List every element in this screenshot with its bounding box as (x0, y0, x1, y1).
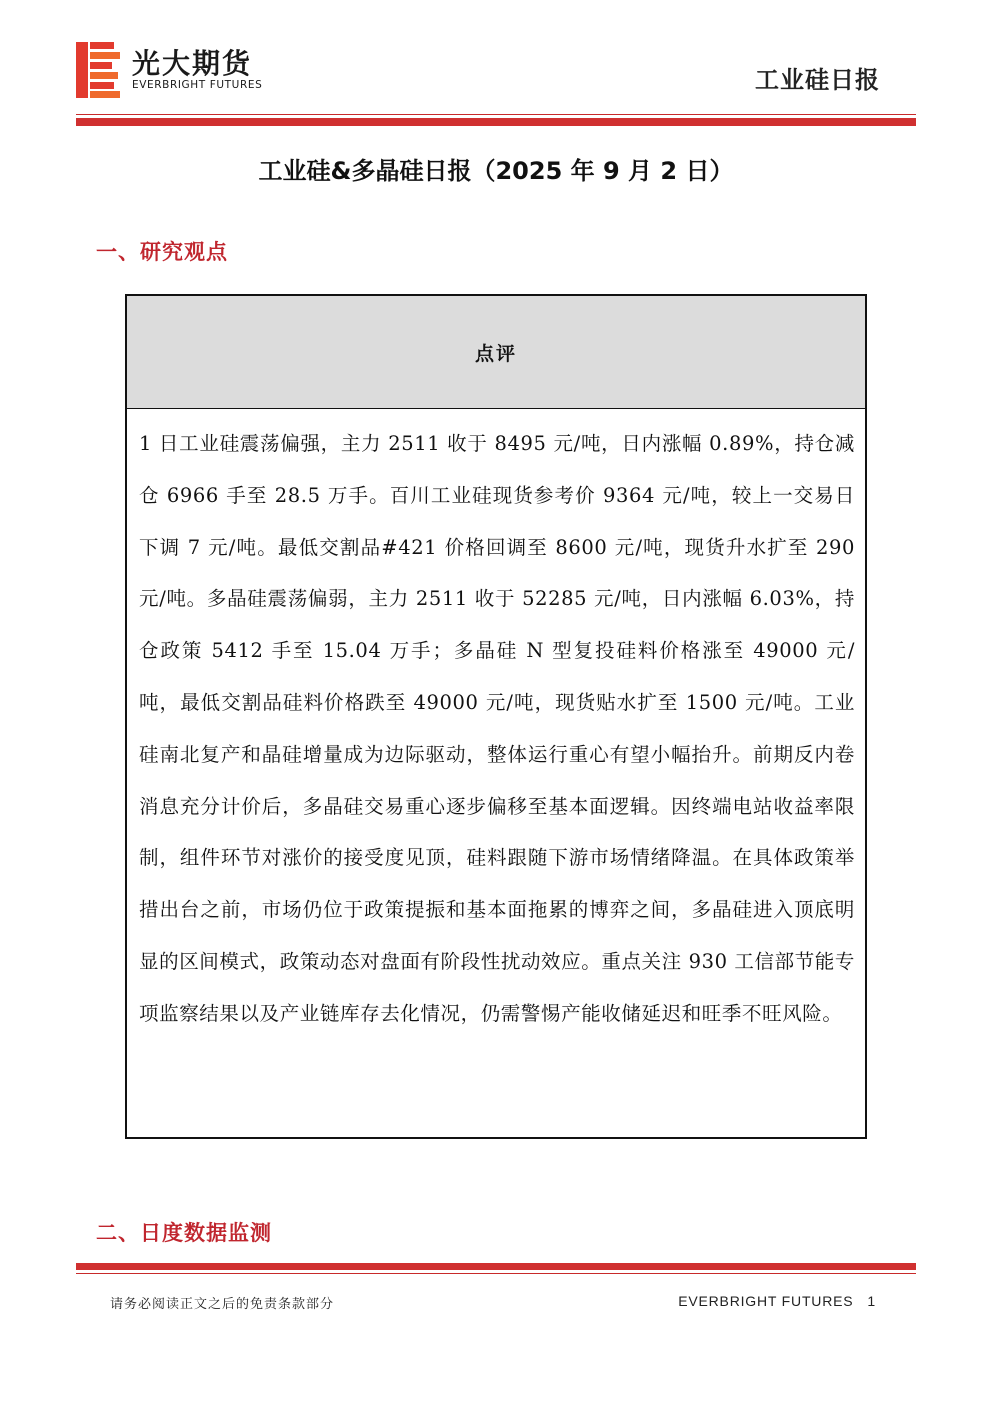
report-type-title: 工业硅日报 (755, 66, 880, 94)
footer-brand: EVERBRIGHT FUTURES (678, 1293, 854, 1309)
footer-divider (76, 1263, 916, 1274)
section-heading-research: 一、研究观点 (96, 240, 228, 264)
everbright-logo-icon (76, 42, 122, 98)
header-divider (76, 114, 916, 126)
section-heading-monitoring: 二、日度数据监测 (96, 1221, 272, 1245)
logo-chinese-name: 光大期货 (132, 47, 253, 80)
logo-english-name: EVERBRIGHT FUTURES (132, 79, 263, 91)
page-number: 1 (867, 1293, 876, 1309)
company-logo (76, 42, 286, 98)
footer-disclaimer: 请务必阅读正文之后的免责条款部分 (110, 1297, 335, 1312)
footer-brand-and-page (678, 1293, 876, 1309)
commentary-table (125, 294, 867, 1139)
document-title: 工业硅&多晶硅日报（2025 年 9 月 2 日） (258, 157, 734, 185)
commentary-table-header: 点评 (127, 296, 865, 409)
commentary-text: 1 日工业硅震荡偏强，主力 2511 收于 8495 元/吨，日内涨幅 0.89%，持仓减仓 6966 手至 28.5 万手。百川工业硅现货参考价 9364 元/吨，较上一交易日下调 7 元/吨。最低交割品#421 价格回调至 8600 元/吨，现货升水扩至 290 元/吨。多晶硅震荡偏弱，主力 2511 收于 52285 元/吨，日内涨幅 6.03%，持仓政策 5412 手至 15.04 万手；多晶硅 N 型复投硅料价格涨至 49000 元/吨，最低交割品硅料价格跌至 49000 元/吨，现货贴水扩至 1500 元/吨。工业硅南北复产和晶硅增量成为边际驱动，整体运行重心有望小幅抬升。前期反内卷消息充分计价后，多晶硅交易重心逐步偏移至基本面逻辑。因终端电站收益率限制，组件环节对涨价的接受度见顶，硅料跟随下游市场情绪降温。在具体政策举措出台之前，市场仍位于政策提振和基本面拖累的博弈之间，多晶硅进入顶底明显的区间模式，政策动态对盘面有阶段性扰动效应。重点关注 930 工信部节能专项监察结果以及产业链库存去化情况，仍需警惕产能收储延迟和旺季不旺风险。 (139, 432, 855, 1025)
